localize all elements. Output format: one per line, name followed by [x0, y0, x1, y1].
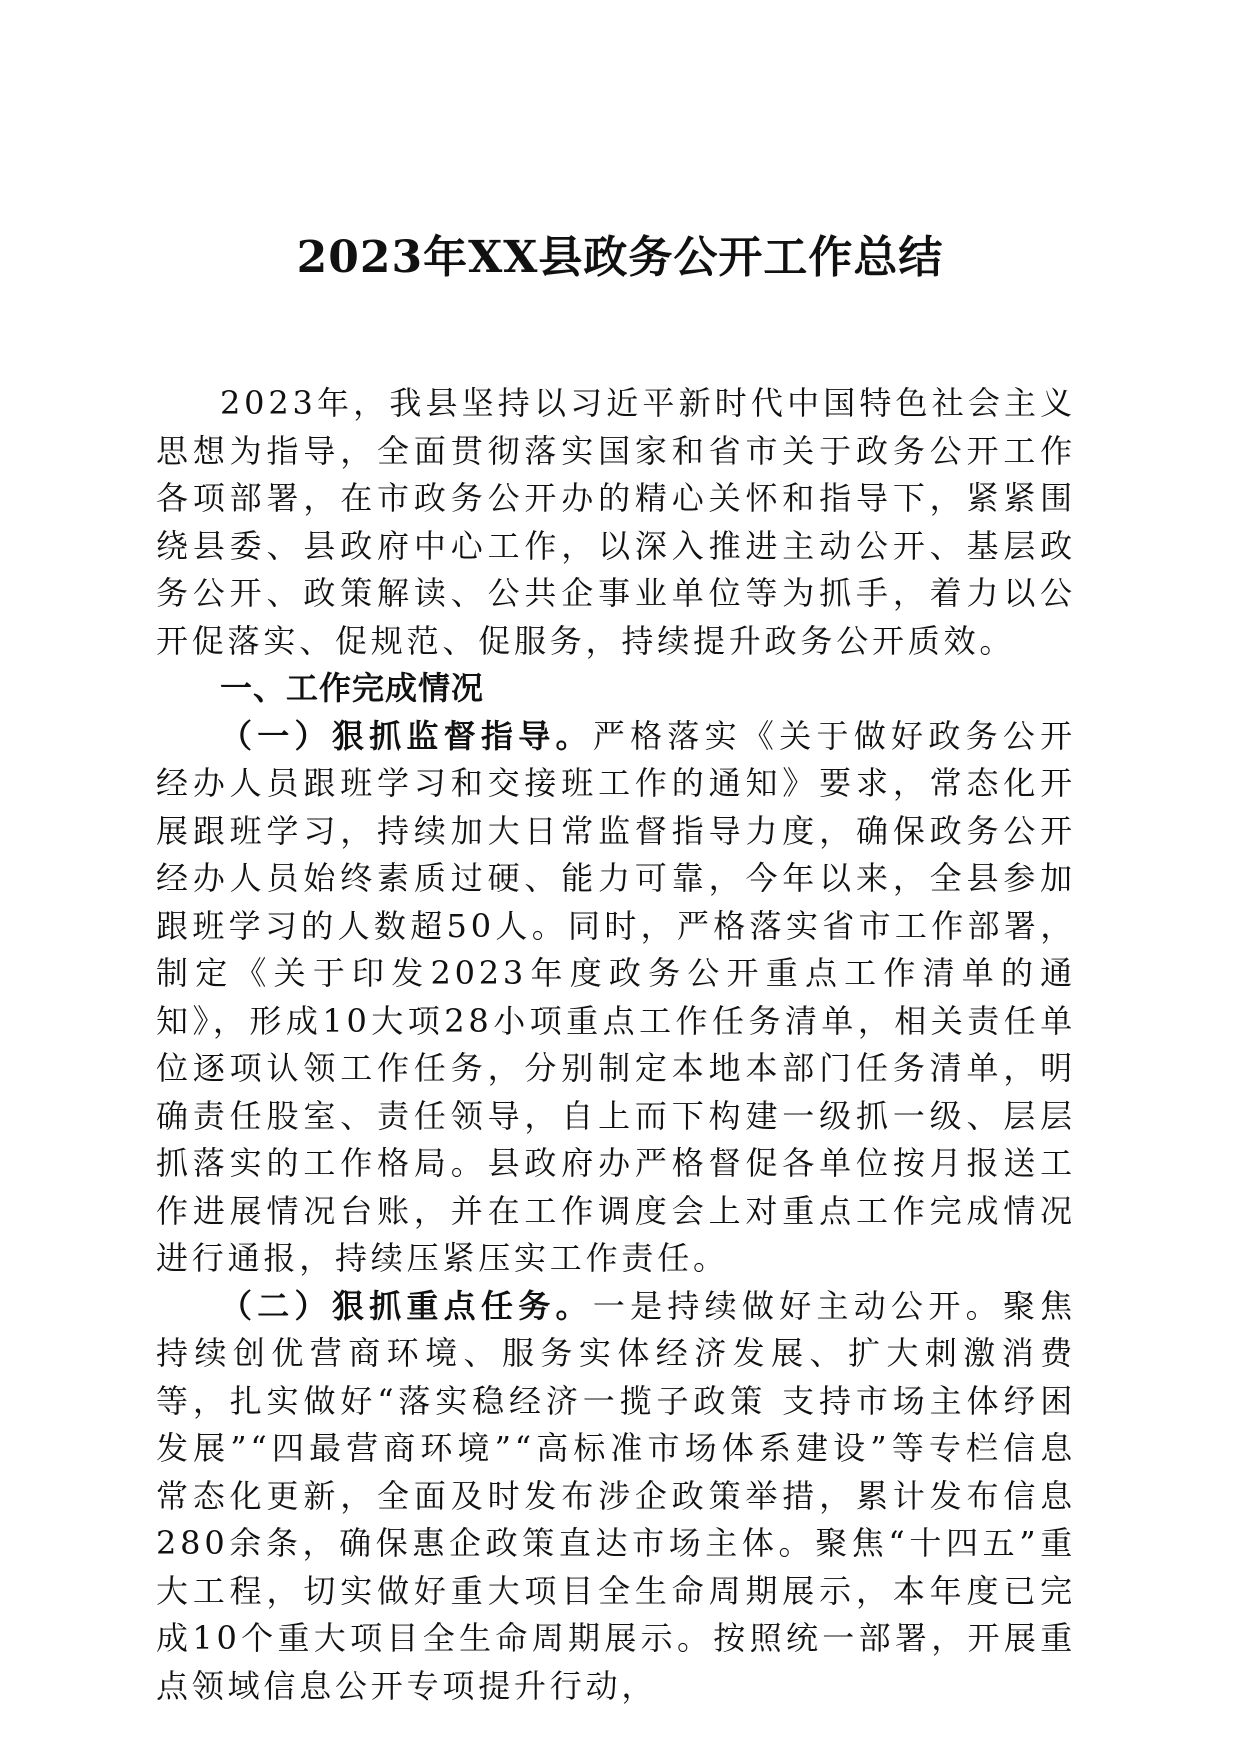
document-title: 2023年XX县政务公开工作总结	[296, 232, 944, 283]
subsection-1-lead: （一）狠抓监督指导。	[220, 716, 593, 755]
subsection-2-body: 一是持续做好主动公开。聚焦持续创优营商环境、服务实体经济发展、扩大刺激消费等，扎实做好“落实稳经济一揽子政策 支持市场主体纾困发展”“四最营商环境”“高标准市场体系建设”等专栏信息常态化更新，全面及时发布涉企政策举措，累计发布信息280余条，确保惠企政策直达市场主体。聚焦“十四五”重大工程，切实做好重大项目全生命周期展示，本年度已完成10个重大项目全生命周期展示。按照统一部署，开展重点领域信息公开专项提升行动，	[156, 1286, 1076, 1705]
section-heading: 一、工作完成情况	[220, 669, 485, 707]
intro-paragraph: 2023年，我县坚持以习近平新时代中国特色社会主义思想为指导，全面贯彻落实国家和省市关于政务公开工作各项部署，在市政务公开办的精心关怀和指导下，紧紧围绕县委、县政府中心工作，以深入推进主动公开、基层政务公开、政策解读、公共企事业单位等为抓手，着力以公开促落实、促规范、促服务，持续提升政务公开质效。	[156, 384, 1076, 660]
subsection-1-body: 严格落实《关于做好政务公开经办人员跟班学习和交接班工作的通知》要求，常态化开展跟班学习，持续加大日常监督指导力度，确保政务公开经办人员始终素质过硬、能力可靠，今年以来，全县参加跟班学习的人数超50人。同时，严格落实省市工作部署，制定《关于印发2023年度政务公开重点工作清单的通知》，形成10大项28小项重点工作任务清单，相关责任单位逐项认领工作任务，分别制定本地本部门任务清单，明确责任股室、责任领导，自上而下构建一级抓一级、层层抓落实的工作格局。县政府办严格督促各单位按月报送工作进展情况台账，并在工作调度会上对重点工作完成情况进行通报，持续压紧压实工作责任。	[156, 716, 1076, 1277]
document-body	[156, 380, 1076, 1710]
subsection-2-lead: （二）狠抓重点任务。	[220, 1286, 593, 1325]
subsection-1-paragraph	[156, 713, 1076, 1283]
subsection-2-paragraph	[156, 1283, 1076, 1711]
